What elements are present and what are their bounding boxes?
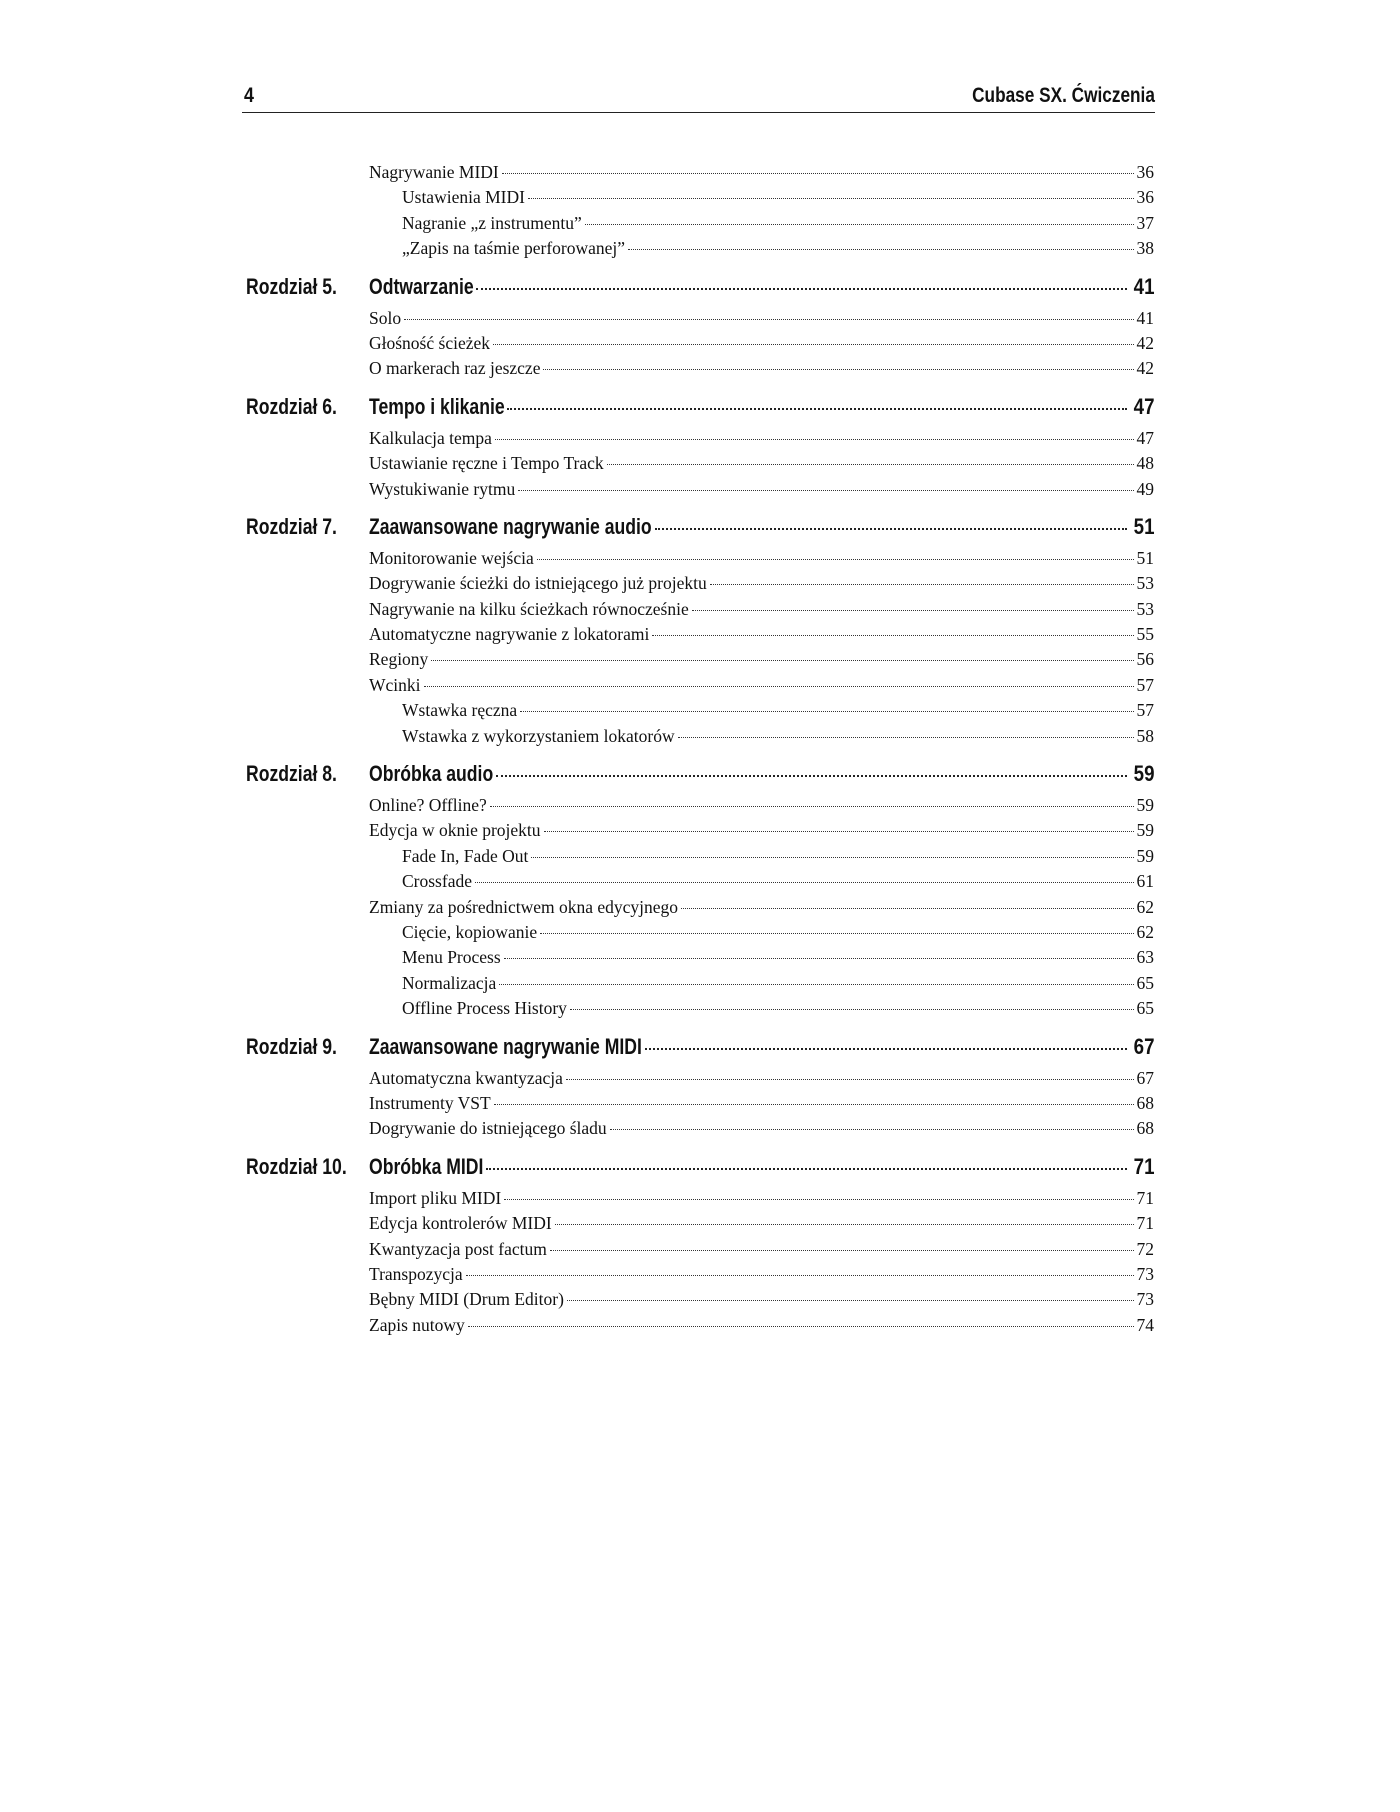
chapter-heading xyxy=(0,761,1400,791)
entry-page: 47 xyxy=(1136,427,1154,448)
entry-title: Głośność ścieżek xyxy=(369,332,491,353)
entry-page: 59 xyxy=(1136,845,1154,866)
dot-leader xyxy=(540,933,1133,934)
dot-leader xyxy=(493,344,1133,345)
dot-leader xyxy=(486,1168,1126,1170)
dot-leader xyxy=(652,635,1133,636)
entry-page: 67 xyxy=(1136,1067,1154,1088)
entry-title: Bębny MIDI (Drum Editor) xyxy=(369,1289,564,1310)
dot-leader xyxy=(504,1199,1133,1200)
entry-title: Dogrywanie do istniejącego śladu xyxy=(369,1118,607,1139)
toc-entry xyxy=(369,597,1154,622)
entry-page: 57 xyxy=(1136,674,1154,695)
chapter-line xyxy=(369,1034,1154,1060)
toc-entry xyxy=(369,793,1154,818)
chapter-label: Rozdział 10. xyxy=(246,1153,347,1179)
entry-title: Nagrywanie na kilku ścieżkach równocześnie xyxy=(369,598,689,619)
entry-page: 38 xyxy=(1136,238,1154,259)
entry-title: Zapis nutowy xyxy=(369,1314,465,1335)
entry-page: 71 xyxy=(1136,1213,1154,1234)
entry-page: 71 xyxy=(1136,1187,1154,1208)
chapter-title: Zaawansowane nagrywanie MIDI xyxy=(369,1033,642,1059)
entry-title: O markerach raz jeszcze xyxy=(369,358,541,379)
toc-subentry xyxy=(402,869,1154,894)
entry-page: 65 xyxy=(1136,998,1154,1019)
chapter-page: 51 xyxy=(1133,513,1154,539)
dot-leader xyxy=(507,408,1126,410)
entry-page: 53 xyxy=(1136,573,1154,594)
toc-subentry xyxy=(402,724,1154,749)
entry-page: 36 xyxy=(1136,187,1154,208)
entry-page: 56 xyxy=(1136,649,1154,670)
entry-page: 59 xyxy=(1136,820,1154,841)
toc-entry xyxy=(369,1066,1154,1091)
entry-title: Instrumenty VST xyxy=(369,1092,491,1113)
chapter-heading xyxy=(0,1154,1400,1184)
dot-leader xyxy=(566,1079,1134,1080)
table-of-contents xyxy=(0,160,1400,1338)
toc-entry xyxy=(369,1262,1154,1287)
chapter-line xyxy=(369,1154,1154,1180)
dot-leader xyxy=(502,173,1134,174)
dot-leader xyxy=(496,775,1126,777)
toc-subentry xyxy=(402,211,1154,236)
dot-leader xyxy=(404,319,1133,320)
entry-title: Nagrywanie MIDI xyxy=(369,162,499,182)
dot-leader xyxy=(555,1224,1134,1225)
toc-entry xyxy=(369,818,1154,843)
toc-subentry xyxy=(402,844,1154,869)
toc-entry xyxy=(369,426,1154,451)
entry-page: 42 xyxy=(1136,358,1154,379)
dot-leader xyxy=(607,464,1134,465)
entry-title: Wstawka ręczna xyxy=(402,700,518,721)
dot-leader xyxy=(567,1300,1134,1301)
dot-leader xyxy=(431,660,1133,661)
running-header xyxy=(242,84,1155,113)
entry-title: Ustawienia MIDI xyxy=(402,187,525,208)
dot-leader xyxy=(570,1009,1134,1010)
dot-leader xyxy=(681,908,1133,909)
entry-page: 68 xyxy=(1136,1118,1154,1139)
chapter-page: 41 xyxy=(1133,273,1154,299)
chapter-title: Odtwarzanie xyxy=(369,273,474,299)
chapter-heading xyxy=(0,514,1400,544)
dot-leader xyxy=(475,882,1134,883)
entry-page: 62 xyxy=(1136,921,1154,942)
entry-title: Edycja kontrolerów MIDI xyxy=(369,1213,552,1234)
chapter-title: Obróbka audio xyxy=(369,761,494,787)
chapter-label: Rozdział 7. xyxy=(246,513,337,539)
chapter-page: 47 xyxy=(1133,393,1154,419)
chapter-line xyxy=(369,274,1154,300)
entry-page: 42 xyxy=(1136,332,1154,353)
entry-title: Monitorowanie wejścia xyxy=(369,547,534,568)
entry-title: Transpozycja xyxy=(369,1263,463,1284)
entry-title: Automatyczna kwantyzacja xyxy=(369,1067,563,1088)
dot-leader xyxy=(466,1275,1134,1276)
dot-leader xyxy=(494,1104,1134,1105)
dot-leader xyxy=(490,806,1134,807)
toc-entry xyxy=(369,673,1154,698)
toc-subentry xyxy=(402,996,1154,1021)
entry-title: „Zapis na taśmie perforowanej” xyxy=(402,238,626,259)
entry-title: Edycja w oknie projektu xyxy=(369,820,541,841)
entry-page: 59 xyxy=(1136,795,1154,816)
entry-title: Solo xyxy=(369,307,402,328)
entry-page: 51 xyxy=(1136,547,1154,568)
entry-title: Wstawka z wykorzystaniem lokatorów xyxy=(402,725,675,746)
dot-leader xyxy=(424,686,1134,687)
entry-page: 63 xyxy=(1136,947,1154,968)
entry-page: 58 xyxy=(1136,725,1154,746)
entry-page: 37 xyxy=(1136,212,1154,233)
entry-title: Online? Offline? xyxy=(369,795,487,816)
toc-subentry xyxy=(402,971,1154,996)
chapter-label: Rozdział 5. xyxy=(246,273,337,299)
entry-page: 48 xyxy=(1136,453,1154,474)
chapter-heading xyxy=(0,394,1400,424)
dot-leader xyxy=(476,288,1126,290)
chapter-line xyxy=(369,394,1154,420)
page-number: 4 xyxy=(244,84,254,107)
entry-page: 61 xyxy=(1136,871,1154,892)
dot-leader xyxy=(550,1250,1134,1251)
entry-page: 62 xyxy=(1136,896,1154,917)
entry-page: 55 xyxy=(1136,624,1154,645)
chapter-label: Rozdział 8. xyxy=(246,761,337,787)
dot-leader xyxy=(499,984,1133,985)
toc-subentry xyxy=(402,236,1154,261)
entry-title: Wcinki xyxy=(369,674,421,695)
entry-title: Nagranie „z instrumentu” xyxy=(402,212,582,233)
chapter-line xyxy=(369,761,1154,787)
entry-page: 68 xyxy=(1136,1092,1154,1113)
dot-leader xyxy=(628,249,1133,250)
toc-entry xyxy=(369,331,1154,356)
chapter-label: Rozdział 6. xyxy=(246,393,337,419)
toc-entry xyxy=(369,1287,1154,1312)
entry-page: 73 xyxy=(1136,1289,1154,1310)
dot-leader xyxy=(678,737,1134,738)
chapter-title: Obróbka MIDI xyxy=(369,1153,484,1179)
entry-title: Cięcie, kopiowanie xyxy=(402,921,538,942)
entry-title: Zmiany za pośrednictwem okna edycyjnego xyxy=(369,896,679,917)
dot-leader xyxy=(710,584,1134,585)
toc-entry xyxy=(369,1186,1154,1211)
toc-entry xyxy=(369,1237,1154,1262)
dot-leader xyxy=(468,1326,1134,1327)
entry-title: Menu Process xyxy=(402,947,501,968)
dot-leader xyxy=(518,490,1133,491)
entry-page: 41 xyxy=(1136,307,1154,328)
entry-title: Kalkulacja tempa xyxy=(369,427,492,448)
entry-page: 53 xyxy=(1136,598,1154,619)
dot-leader xyxy=(531,857,1133,858)
entry-title: Offline Process History xyxy=(402,998,567,1019)
chapter-line xyxy=(369,514,1154,540)
toc-entry xyxy=(369,1211,1154,1236)
entry-page: 72 xyxy=(1136,1238,1154,1259)
chapter-title: Zaawansowane nagrywanie audio xyxy=(369,513,652,539)
dot-leader xyxy=(528,198,1134,199)
entry-page: 49 xyxy=(1136,478,1154,499)
dot-leader xyxy=(543,369,1133,370)
entry-title: Ustawianie ręczne i Tempo Track xyxy=(369,453,604,474)
entry-page: 73 xyxy=(1136,1263,1154,1284)
toc-entry xyxy=(369,356,1154,381)
entry-title: Wystukiwanie rytmu xyxy=(369,478,516,499)
entry-title: Dogrywanie ścieżki do istniejącego już projektu xyxy=(369,573,707,594)
entry-title: Regiony xyxy=(369,649,429,670)
toc-entry xyxy=(369,1091,1154,1116)
entry-page: 36 xyxy=(1136,162,1154,182)
dot-leader xyxy=(610,1129,1134,1130)
toc-entry xyxy=(369,451,1154,476)
toc-entry xyxy=(369,546,1154,571)
dot-leader xyxy=(537,559,1134,560)
dot-leader xyxy=(645,1048,1127,1050)
entry-title: Import pliku MIDI xyxy=(369,1187,502,1208)
dot-leader xyxy=(692,610,1134,611)
chapter-label: Rozdział 9. xyxy=(246,1033,337,1059)
toc-subentry xyxy=(402,920,1154,945)
toc-entry xyxy=(369,647,1154,672)
toc-entry xyxy=(369,895,1154,920)
chapter-page: 71 xyxy=(1133,1153,1154,1179)
entry-title: Fade In, Fade Out xyxy=(402,845,529,866)
entry-title: Crossfade xyxy=(402,871,472,892)
toc-entry xyxy=(369,477,1154,502)
toc-entry xyxy=(369,160,1154,185)
dot-leader xyxy=(655,528,1127,530)
chapter-page: 67 xyxy=(1133,1033,1154,1059)
dot-leader xyxy=(544,831,1134,832)
entry-page: 57 xyxy=(1136,700,1154,721)
dot-leader xyxy=(520,711,1133,712)
entry-title: Normalizacja xyxy=(402,972,497,993)
toc-subentry xyxy=(402,698,1154,723)
dot-leader xyxy=(585,224,1134,225)
toc-entry xyxy=(369,571,1154,596)
toc-entry xyxy=(369,306,1154,331)
chapter-title: Tempo i klikanie xyxy=(369,393,505,419)
dot-leader xyxy=(495,439,1134,440)
chapter-page: 59 xyxy=(1133,761,1154,787)
chapter-heading xyxy=(0,1034,1400,1064)
entry-title: Automatyczne nagrywanie z lokatorami xyxy=(369,624,650,645)
toc-subentry xyxy=(402,185,1154,210)
entry-page: 74 xyxy=(1136,1314,1154,1335)
book-title: Cubase SX. Ćwiczenia xyxy=(972,84,1155,107)
toc-subentry xyxy=(402,945,1154,970)
toc-entry xyxy=(369,622,1154,647)
dot-leader xyxy=(504,958,1134,959)
entry-page: 65 xyxy=(1136,972,1154,993)
toc-entry xyxy=(369,1116,1154,1141)
toc-entry xyxy=(369,1313,1154,1338)
chapter-heading xyxy=(0,274,1400,304)
entry-title: Kwantyzacja post factum xyxy=(369,1238,547,1259)
